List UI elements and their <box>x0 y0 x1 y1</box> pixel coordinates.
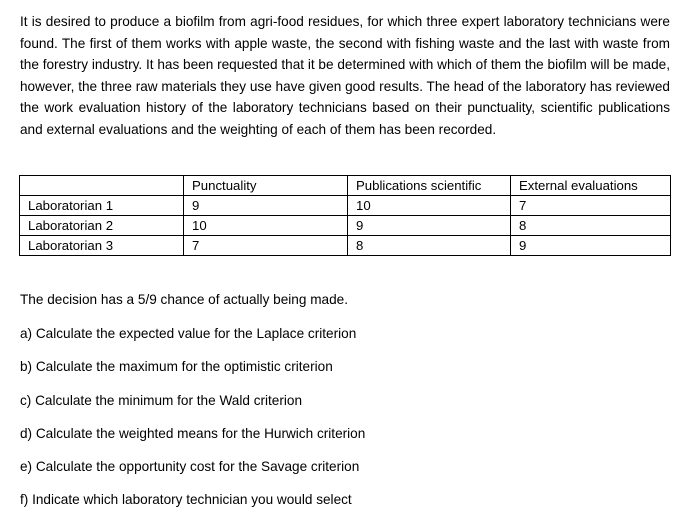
decision-note: The decision has a 5/9 chance of actually being made. <box>20 292 348 307</box>
table-cell: 10 <box>348 196 511 216</box>
table-cell: 8 <box>348 236 511 256</box>
table-row <box>20 236 671 256</box>
table-cell: 8 <box>511 216 671 236</box>
question-a: a) Calculate the expected value for the Laplace criterion <box>20 326 357 341</box>
question-d: d) Calculate the weighted means for the Hurwich criterion <box>20 426 366 441</box>
table-cell: 9 <box>184 196 348 216</box>
table-header-cell: Publications scientific <box>348 176 511 196</box>
table-row <box>20 216 671 236</box>
table-header-row <box>20 176 671 196</box>
intro-paragraph: It is desired to produce a biofilm from agri-food residues, for which three expert laboratory technicians were found. The first of them works with apple waste, the second with fishing waste and the last with waste from the forestry industry. It has been requested that it be determined with which of them the biofilm will be made, however, the three raw materials they use have given good results. The head of the laboratory has reviewed the work evaluation history of the laboratory technicians based on their punctuality, scientific publications and external evaluations and the weighting of each of them has been recorded. <box>20 14 670 137</box>
row-label: Laboratorian 2 <box>20 216 184 236</box>
table-header-cell: External evaluations <box>511 176 671 196</box>
table-cell: 9 <box>511 236 671 256</box>
table-cell: 7 <box>184 236 348 256</box>
table-cell: 9 <box>348 216 511 236</box>
table-row <box>20 196 671 216</box>
table-cell: 10 <box>184 216 348 236</box>
table-cell: 7 <box>511 196 671 216</box>
question-e: e) Calculate the opportunity cost for the Savage criterion <box>20 459 360 474</box>
table-header-cell: Punctuality <box>184 176 348 196</box>
question-f: f) Indicate which laboratory technician you would select <box>20 492 352 507</box>
row-label: Laboratorian 3 <box>20 236 184 256</box>
question-b: b) Calculate the maximum for the optimistic criterion <box>20 359 333 374</box>
question-c: c) Calculate the minimum for the Wald criterion <box>20 393 303 408</box>
table-header-cell <box>20 176 184 196</box>
row-label: Laboratorian 1 <box>20 196 184 216</box>
evaluation-table <box>19 175 671 256</box>
